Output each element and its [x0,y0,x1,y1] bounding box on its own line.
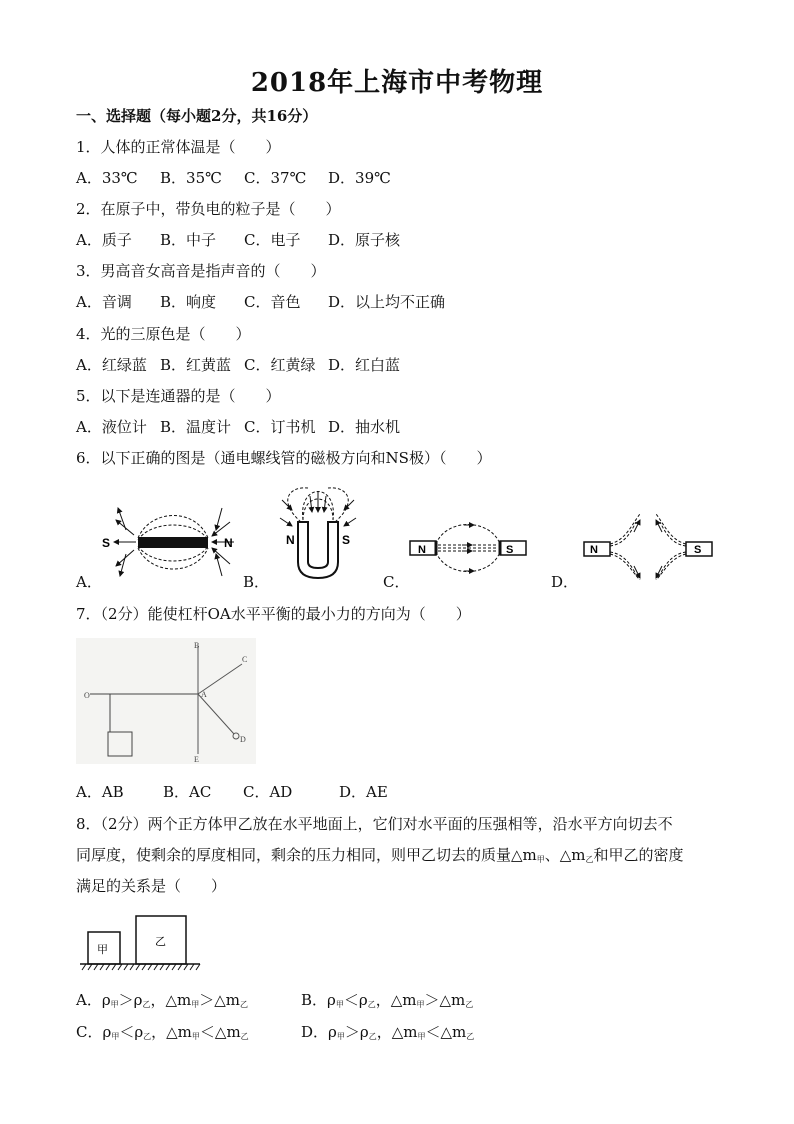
point-label-d: D [240,735,246,744]
cube-label-yi: 乙 [155,935,166,948]
q2-options [76,230,400,250]
q7-stem: 7．（2分）能使杠杆OA水平平衡的最小力的方向为（ ） [76,605,471,623]
q2-option-a[interactable]: A．质子 [76,231,132,249]
point-label-c: C [242,655,248,664]
q2-option-c[interactable]: C．电子 [244,231,301,249]
q7-options [76,782,388,802]
q8-option-c[interactable]: C．$\rho_甲<\rho_乙$，$\triangle m_甲<\triangle m_乙$ [76,1023,249,1041]
q6-option-d[interactable]: D． [551,573,579,591]
pole-label-s: S [506,544,514,556]
cube-label-jia: 甲 [97,943,108,956]
q7-option-b[interactable]: B．AC [163,783,212,801]
q4-option-a[interactable]: A．红绿蓝 [76,356,147,374]
q3-options [76,292,445,312]
q8-cubes-figure [80,912,202,972]
q7-option-d[interactable]: D．AE [339,783,388,801]
q8-option-a[interactable]: A．$\rho_甲>\rho_乙$，$\triangle m_甲>\triangle m_乙$ [76,991,249,1009]
q3-option-b[interactable]: B．响度 [160,293,217,311]
q8-stem-line2: 同厚度，使剩余的厚度相同，剩余的压力相同，则甲乙切去的质量$\triangle m_甲$、$\triangle m_乙$和甲乙的密度 [76,846,684,864]
q7-lever-figure [76,638,256,764]
pole-label-s: S [694,544,702,556]
q3-option-c[interactable]: C．音色 [244,293,301,311]
q5-stem: 5．以下是连通器的是（ ） [76,387,281,405]
q8-option-b[interactable]: B．$\rho_甲<\rho_乙$，$\triangle m_甲>\triangle m_乙$ [301,991,474,1009]
point-label-a: A [201,690,207,699]
q1-option-b[interactable]: B．35℃ [160,169,222,187]
q5-option-c[interactable]: C．订书机 [244,418,316,436]
q6-figure-d-two-magnets [576,510,716,580]
q6-figure-a-bar-magnet [96,480,246,580]
q3-option-a[interactable]: A．音调 [76,293,132,311]
q1-options [76,168,391,188]
pole-label-n: N [286,533,295,547]
point-label-b: B [194,641,200,650]
q6-option-a[interactable]: A． [76,573,102,591]
q6-figure-b-u-magnet [268,482,368,582]
q8-stem-line1: 8．（2分）两个正方体甲乙放在水平地面上，它们对水平面的压强相等，沿水平方向切去不 [76,815,673,833]
q4-option-c[interactable]: C．红黄绿 [244,356,316,374]
page-title: 2018年上海市中考物理 [250,68,544,98]
q1-option-c[interactable]: C．37℃ [244,169,307,187]
q2-stem: 2．在原子中，带负电的粒子是（ ） [76,200,341,218]
q1-option-d[interactable]: D．39℃ [328,169,391,187]
pole-label-s: S [342,533,351,547]
pole-label-n: N [224,536,233,550]
q3-stem: 3．男高音女高音是指声音的（ ） [76,262,326,280]
q2-option-b[interactable]: B．中子 [160,231,217,249]
q5-options [76,417,400,437]
point-label-o: O [84,691,90,700]
q6-option-c[interactable]: C． [383,573,410,591]
pole-label-n: N [418,544,426,556]
q8-option-d[interactable]: D．$\rho_甲>\rho_乙$，$\triangle m_甲<\triangle m_乙$ [301,1023,475,1041]
q6-figure-c-two-magnets [406,508,531,578]
q2-option-d[interactable]: D．原子核 [328,231,401,249]
q8-stem-line3: 满足的关系是（ ） [76,877,227,895]
q7-option-c[interactable]: C．AD [243,783,293,801]
q4-stem: 4．光的三原色是（ ） [76,325,251,343]
point-label-e: E [194,755,199,764]
q5-option-d[interactable]: D．抽水机 [328,418,401,436]
q5-option-b[interactable]: B．温度计 [160,418,232,436]
section-heading: 一、选择题（每小题2分，共16分） [76,107,318,125]
q6-stem: 6．以下正确的图是（通电螺线管的磁极方向和NS极）（ ） [76,449,492,467]
q7-option-a[interactable]: A．AB [76,783,124,801]
q6-option-b[interactable]: B． [243,573,270,591]
q4-option-b[interactable]: B．红黄蓝 [160,356,232,374]
q4-option-d[interactable]: D．红白蓝 [328,356,401,374]
q5-option-a[interactable]: A．液位计 [76,418,147,436]
pole-label-s: S [102,536,111,550]
q3-option-d[interactable]: D．以上均不正确 [328,293,446,311]
q1-option-a[interactable]: A．33℃ [76,169,138,187]
pole-label-n: N [590,544,598,556]
q4-options [76,355,400,375]
q1-stem: 1．人体的正常体温是（ ） [76,138,281,156]
